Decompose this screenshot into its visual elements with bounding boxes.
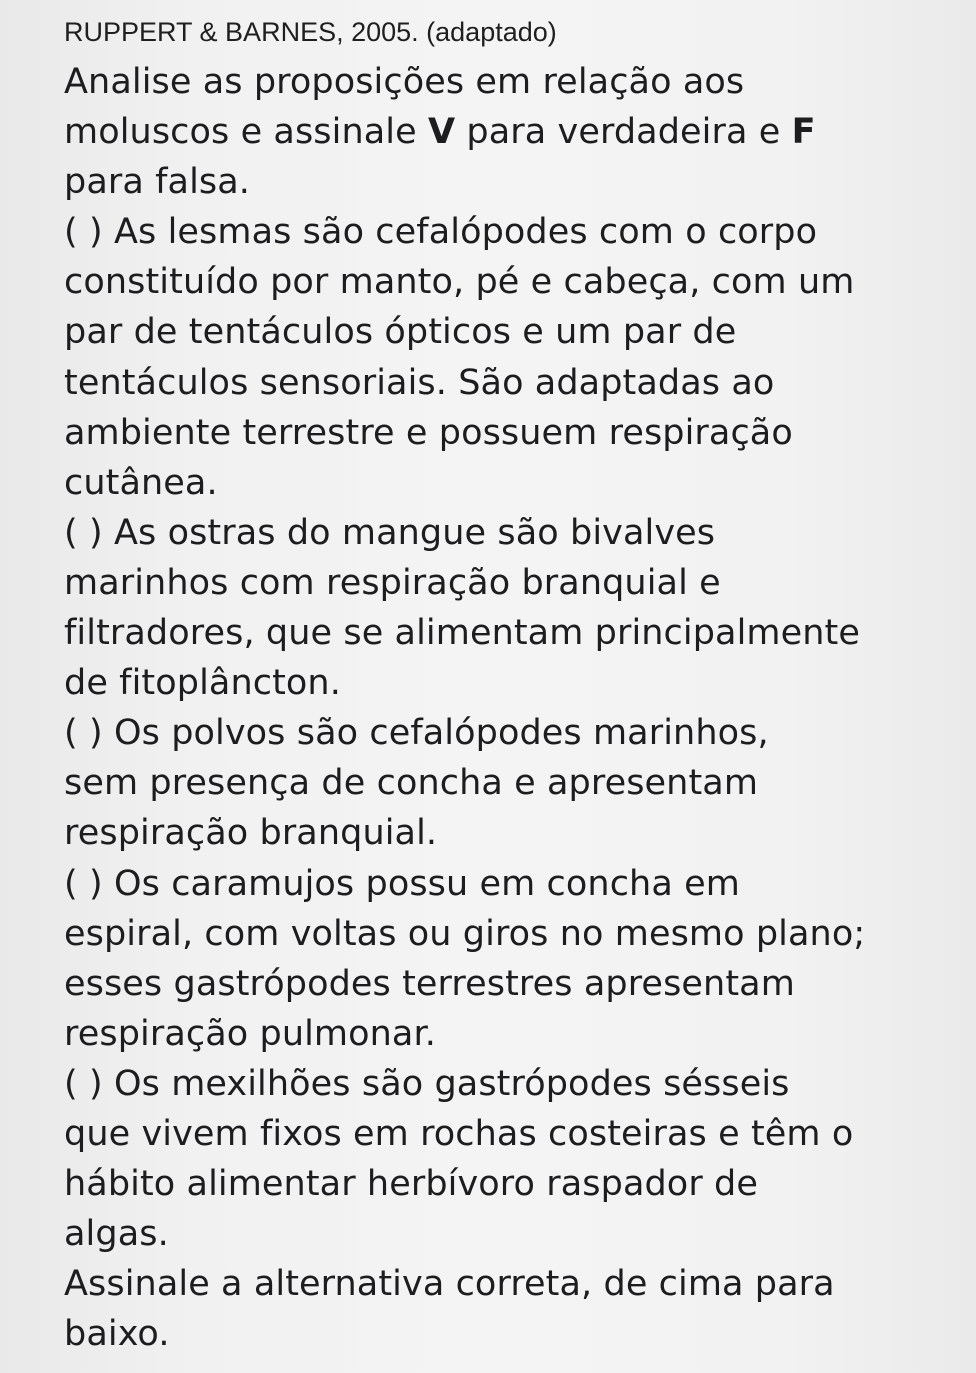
- proposition-line: [64, 708, 944, 758]
- proposition-line: que vivem fixos em rochas costeiras e têm o: [64, 1113, 854, 1154]
- proposition-line: espiral, com voltas ou giros no mesmo plano;: [64, 913, 866, 954]
- answer-blank[interactable]: ( ): [64, 863, 103, 904]
- proposition-polvos: [64, 708, 944, 858]
- proposition-line: [64, 859, 944, 909]
- proposition-line: algas.: [64, 1214, 169, 1255]
- proposition-line: [64, 1059, 944, 1109]
- proposition-text: As ostras do mangue são bivalves: [113, 512, 716, 553]
- proposition-lesmas: [64, 207, 944, 508]
- final-prompt-line: baixo.: [64, 1314, 170, 1355]
- proposition-mexilhoes: [64, 1059, 944, 1259]
- proposition-text: As lesmas são cefalópodes com o corpo: [113, 212, 818, 253]
- proposition-line: [64, 508, 944, 558]
- answer-blank[interactable]: ( ): [64, 1063, 103, 1104]
- proposition-line: par de tentáculos ópticos e um par de: [64, 312, 737, 353]
- answer-blank[interactable]: ( ): [64, 212, 103, 253]
- question-body: [64, 57, 944, 1359]
- proposition-line: constituído por manto, pé e cabeça, com um: [64, 262, 855, 303]
- proposition-line: de fitoplâncton.: [64, 663, 341, 704]
- proposition-text: Os polvos são cefalópodes marinhos,: [113, 713, 769, 754]
- proposition-line: respiração branquial.: [64, 813, 438, 854]
- instruction-line: [64, 107, 944, 157]
- proposition-text: Os caramujos possu em concha em: [113, 863, 740, 904]
- proposition-line: [64, 207, 944, 257]
- proposition-line: marinhos com respiração branquial e: [64, 562, 721, 603]
- proposition-line: cutânea.: [64, 462, 218, 503]
- proposition-caramujos: [64, 859, 944, 1059]
- instruction-line: para falsa.: [64, 162, 251, 203]
- instruction-text: moluscos e assinale: [64, 112, 428, 153]
- true-letter: V: [427, 112, 456, 153]
- proposition-ostras: [64, 508, 944, 708]
- instruction-line: Analise as proposições em relação aos: [64, 62, 745, 102]
- proposition-line: ambiente terrestre e possuem respiração: [64, 412, 793, 453]
- answer-blank[interactable]: ( ): [64, 512, 103, 553]
- proposition-line: respiração pulmonar.: [64, 1013, 436, 1054]
- instruction-text: para verdadeira e: [455, 112, 792, 153]
- proposition-line: filtradores, que se alimentam principalmente: [64, 613, 860, 654]
- false-letter: F: [791, 112, 816, 153]
- source-citation: RUPPERT & BARNES, 2005. (adaptado): [64, 17, 557, 47]
- proposition-line: tentáculos sensoriais. São adaptadas ao: [64, 362, 775, 403]
- proposition-line: hábito alimentar herbívoro raspador de: [64, 1164, 758, 1205]
- proposition-text: Os mexilhões são gastrópodes sésseis: [113, 1063, 790, 1104]
- answer-blank[interactable]: ( ): [64, 713, 103, 754]
- proposition-line: esses gastrópodes terrestres apresentam: [64, 963, 795, 1004]
- final-prompt-line: Assinale a alternativa correta, de cima para: [64, 1264, 835, 1305]
- proposition-line: sem presença de concha e apresentam: [64, 763, 759, 804]
